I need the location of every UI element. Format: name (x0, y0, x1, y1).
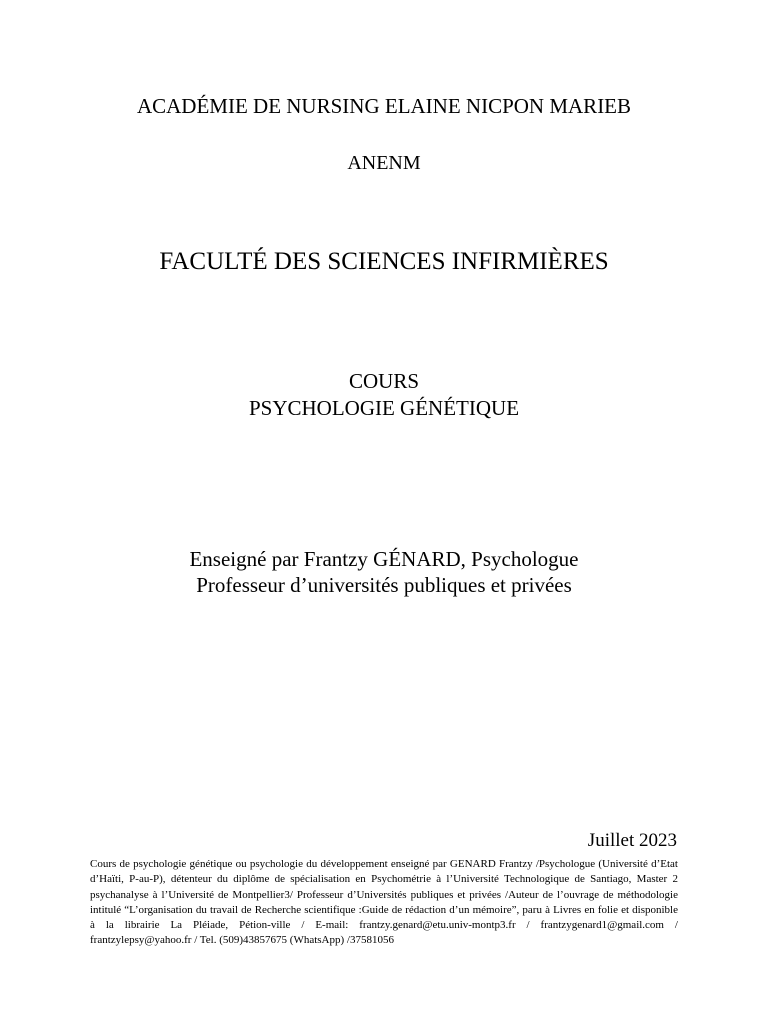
instructor-role: Professeur d’universités publiques et privées (196, 573, 572, 597)
document-date: Juillet 2023 (587, 830, 677, 851)
course-label: COURS (348, 369, 420, 393)
footer-note: Cours de psychologie génétique ou psychologie du développement enseigné par GENARD Frantzy /Psychologue (Université d’Etat d’Haïti, P-au-P), détenteur du diplôme de spécialisation en Psychométrie à l’Université Technologique de Santiago, Master 2 psychanalyse à l’Université de Montpellier3/ Professeur d’Universités publiques et privées /Auteur de l’ouvrage de méthodologie intitulé “L’organisation du travail de Recherche scientifique :Guide de rédaction d’un mémoire”, paru à Livres en folie et disponible à la librairie La Pléiade, Pétion-ville / E-mail: frantzy.genard@etu.univ-montp3.fr / frantzygenard1@gmail.com / frantzylepsy@yahoo.fr / Tel. (509)43857675 (WhatsApp) /37581056 (90, 858, 678, 947)
academy-name: ACADÉMIE DE NURSING ELAINE NICPON MARIEB (136, 94, 632, 118)
instructor-line: Enseigné par Frantzy GÉNARD, Psychologue (189, 547, 579, 571)
academy-acronym: ANENM (347, 152, 421, 174)
course-title: PSYCHOLOGIE GÉNÉTIQUE (248, 396, 520, 420)
faculty-name: FACULTÉ DES SCIENCES INFIRMIÈRES (159, 248, 609, 275)
